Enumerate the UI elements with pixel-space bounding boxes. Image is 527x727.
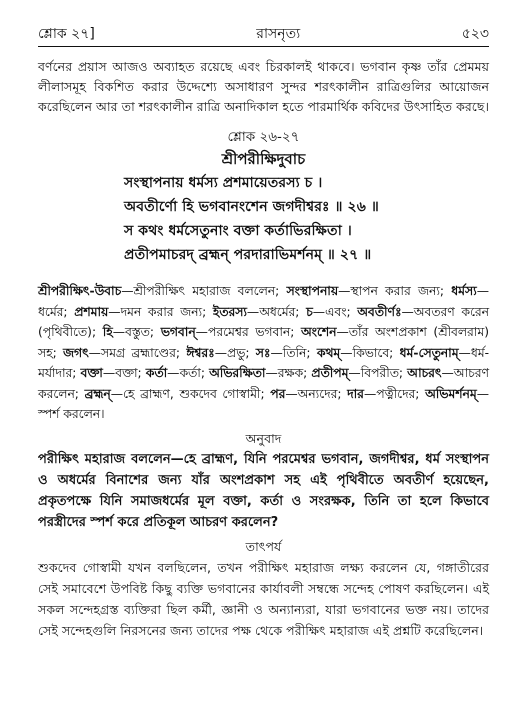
- synonym-term: হি: [102, 325, 113, 339]
- synonym-term: ভগবান্: [160, 325, 196, 339]
- synonym-meaning: —দমন করার জন্য;: [108, 304, 213, 319]
- page-number: ৫২৩: [461, 26, 489, 42]
- verse-line: অবতীর্ণো হি ভগবানংশেন জগদীশ্বরঃ ॥ ২৬ ॥: [124, 199, 379, 215]
- synonym-term: ধর্মস্য: [451, 284, 477, 298]
- purport-paragraph: শুকদেব গোস্বামী যখন বলছিলেন, তখন পরীক্ষিৎ মহারাজ লক্ষ্য করলেন যে, গঙ্গাতীরের সেই সমাবেশে উপবিষ্ট কিছু ব্যক্তি ভগবানের কার্যাবলী সম্বন্ধে সন্দেহ পোষণ করছিলেন। এই সকল সন্দেহগ্রস্ত ব্যক্তিরা ছিল কর্মী, জ্ঞানী ও অন্যান্যরা, যারা ভগবানের ভক্ত নয়। তাদের সেই সন্দেহগুলি নিরসনের জন্য তাদের পক্ষ থেকে পরীক্ষিৎ মহারাজ এই প্রশ্নটি করেছিলেন।: [38, 559, 489, 638]
- synonym-meaning: —স্পর্শ করলেন।: [38, 386, 489, 421]
- synonym-term: আচরৎ: [407, 366, 442, 380]
- synonym-term: অবতীর্ণঃ: [357, 304, 402, 319]
- synonym-meaning: —শ্রীপরীক্ষিৎ মহারাজ বললেন;: [121, 284, 287, 298]
- synonym-meaning: —পরমেশ্বর ভগবান;: [195, 325, 301, 339]
- verse-line: প্রতীপমাচরদ্ ব্রহ্মন্ পরদারাভিমর্শনম্ ॥ ২৭ ॥: [124, 247, 372, 263]
- synonyms-paragraph: [38, 281, 489, 425]
- header-chapter-title: রাসনৃত্য: [256, 26, 301, 42]
- synonym-meaning: —তিনি;: [270, 345, 317, 360]
- synonym-term: সঃ: [255, 345, 271, 360]
- synonym-meaning: —তাঁর অংশপ্রকাশ (শ্রীবলরাম) সহ;: [38, 325, 489, 360]
- synonym-term: চ: [306, 304, 313, 319]
- synonym-meaning: —কিভাবে;: [340, 345, 400, 360]
- synonym-meaning: —অবতরণ করেন (পৃথিবীতে);: [38, 304, 489, 339]
- intro-paragraph: বর্ণনের প্রয়াস আজও অব্যাহত রয়েছে এবং চিরকালই থাকবে। ভগবান কৃষ্ণ তাঁর প্রেমময় লীলাসমূহ বিকশিত করার উদ্দেশ্যে অসাধারণ সুন্দর শরৎকালীন রাত্রিগুলির আয়োজন করেছিলেন আর তা শরৎকালীন রাত্রি অনাদিকাল হতে পারমার্থিক কবিদের উৎসাহিত করছে।: [38, 59, 490, 114]
- synonym-meaning: —কর্তা;: [167, 366, 210, 380]
- synonym-meaning: —স্থাপন করার জন্য;: [338, 284, 452, 298]
- synonym-term: কথম্: [316, 345, 341, 360]
- synonym-meaning: —এবং;: [312, 304, 358, 319]
- translation-heading: অনুবাদ: [245, 430, 282, 446]
- running-header: [38, 22, 489, 44]
- synonym-term: অংশেন: [301, 325, 337, 339]
- synonym-term: প্রতীপম্: [311, 366, 349, 380]
- synonym-meaning: —অন্যদের;: [285, 386, 348, 401]
- synonym-term: অভিরক্ষিতা: [209, 366, 266, 380]
- synonym-meaning: —বিপরীত;: [348, 366, 408, 380]
- synonym-term: জগৎ: [63, 345, 89, 360]
- synonym-term: অভিমর্শনম্: [425, 386, 477, 401]
- synonym-meaning: —হে ব্রাহ্মণ, শুকদেব গোস্বামী;: [110, 386, 271, 401]
- synonym-term: কর্তা: [145, 366, 168, 380]
- synonym-meaning: —প্রভু;: [214, 345, 256, 360]
- translation-paragraph: পরীক্ষিৎ মহারাজ বললেন—হে ব্রাহ্মণ, যিনি পরমেশ্বর ভগবান, জগদীশ্বর, ধর্ম সংস্থাপন ও অধর্মের বিনাশের জন্য যাঁর অংশপ্রকাশ সহ এই পৃথিবীতে অবতীর্ণ হয়েছেন, প্রকৃতপক্ষে যিনি সমাজধর্মের মূল বক্তা, কর্তা ও সংরক্ষক, তিনি তা হলে কিভাবে পরস্ত্রীদের স্পর্শ করে প্রতিকূল আচরণ করলেন?: [38, 451, 489, 530]
- synonym-term: বক্তা: [80, 366, 103, 380]
- verse-heading: শ্লোক ২৬-২৭: [227, 129, 300, 145]
- synonym-meaning: —বস্তুত;: [112, 325, 161, 339]
- synonym-term: ধর্ম-সেতুনাম্: [399, 345, 459, 360]
- synonym-term: প্রশমায়: [74, 304, 109, 319]
- synonym-term: ঈশ্বরঃ: [186, 345, 215, 360]
- verse-line: স কথং ধর্মসেতুনাং বক্তা কর্তাভিরক্ষিতা ।: [124, 223, 352, 239]
- synonym-meaning: —আচরণ করলেন;: [38, 366, 489, 401]
- synonym-term: পর: [270, 386, 286, 401]
- synonym-meaning: —ধর্মের;: [38, 284, 489, 319]
- verse-speaker: শ্রীপরীক্ষিদুবাচ: [221, 150, 306, 168]
- synonym-term: শ্রীপরীক্ষিৎ-উবাচ: [38, 284, 122, 298]
- synonym-meaning: —পত্নীদের;: [363, 386, 426, 401]
- header-rule: [38, 46, 489, 47]
- synonym-term: ইতরস্য: [212, 304, 247, 319]
- synonym-meaning: —অধর্মের;: [246, 304, 307, 319]
- synonym-term: সংস্থাপনায়: [286, 284, 339, 298]
- verse-line: সংস্থাপনায় ধর্মস্য প্রশমায়েতরস্য চ ।: [124, 175, 323, 191]
- synonym-meaning: —রক্ষক;: [265, 366, 312, 380]
- synonym-meaning: —ধর্ম-মর্যাদার;: [38, 345, 490, 380]
- synonym-term: দার: [347, 386, 364, 401]
- synonym-meaning: —সমগ্র ব্রহ্মাণ্ডের;: [88, 345, 187, 360]
- verse-block: [38, 171, 489, 267]
- synonym-meaning: —বক্তা;: [102, 366, 146, 380]
- header-verse-ref: শ্লোক ২৭]: [38, 26, 95, 42]
- purport-heading: তাৎপর্য: [245, 538, 282, 554]
- synonym-term: ব্রহ্মন্: [84, 386, 111, 401]
